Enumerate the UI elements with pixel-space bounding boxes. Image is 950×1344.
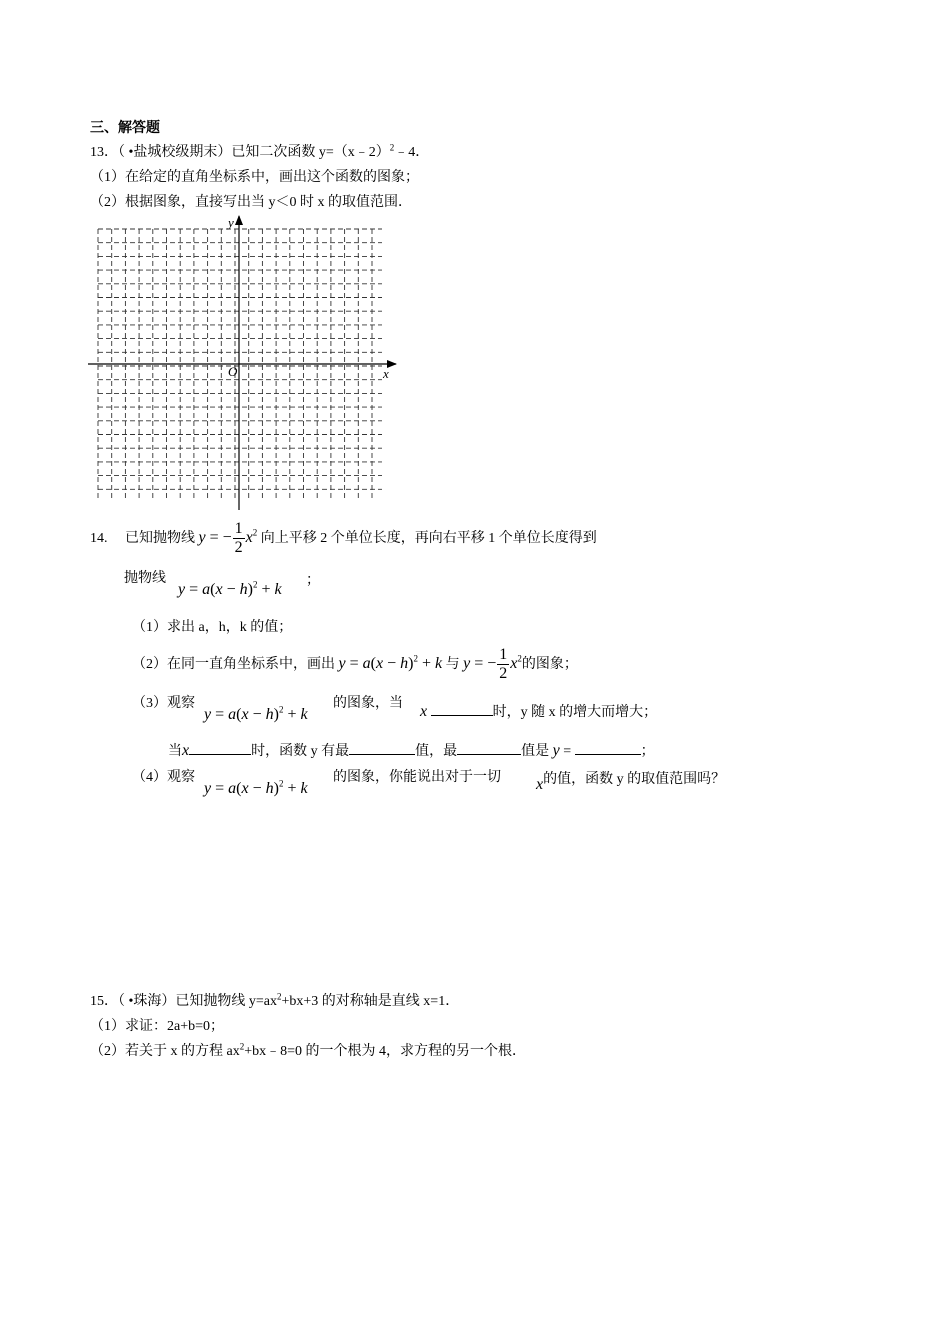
y-axis-label: y: [228, 215, 234, 230]
q14-p4-rest: [333, 771, 501, 785]
q14-frac-num: 1: [234, 519, 243, 537]
q14-p2-mid: 与: [445, 657, 460, 672]
q15-stem-text: 15．（ •珠海）已知抛物线 y=ax: [90, 994, 278, 1009]
q14-p2-frac-den: 2: [499, 664, 508, 682]
q14-p3-lead: （3）观察: [132, 696, 195, 711]
q14-p3b-a: 时，函数 y 有最: [251, 744, 350, 759]
q15-part1: （1）求证：2a+b=0；: [90, 1019, 225, 1034]
q14-after: 向上平移 2 个单位长度，再向右平移 1 个单位长度得到: [260, 531, 597, 546]
q14-stem: [90, 516, 597, 561]
q14-lead: 已知抛物线: [125, 531, 195, 546]
q13-stem: [90, 142, 430, 160]
origin-label: O: [228, 364, 238, 379]
q13-part2: （2）根据图象，直接写出当 y＜0 时 x 的取值范围．: [90, 195, 412, 210]
q14-p3-end: 时，y 随 x 的增大而增大；: [492, 705, 658, 720]
q14-p4-lead: （4）观察: [132, 770, 195, 785]
q14-p4-var: x的值，函数 y 的取值范围吗？: [536, 772, 726, 793]
q14-blank-1[interactable]: [431, 703, 493, 716]
q14-p3b-end: ；: [640, 744, 655, 759]
y-axis-arrow: [235, 215, 243, 225]
q14-blank-2[interactable]: [189, 742, 251, 755]
q14-p3-expr: $y = a(x - h)^2 + k$: [204, 704, 308, 723]
q14-p3b-b: 值，最: [415, 744, 458, 759]
q14-part4: [132, 771, 195, 785]
q14-p3-mid: 的图象，当: [333, 696, 403, 711]
coordinate-grid: [88, 214, 400, 514]
q15-p2-lead: （2）若关于 x 的方程 ax: [90, 1044, 240, 1059]
q14-p4-expr: $y = a(x - h)^2 + k$: [204, 778, 308, 797]
q14-p3-rest: [333, 697, 403, 711]
x-axis-label: x: [383, 366, 389, 381]
section-title: 三、解答题: [90, 121, 160, 136]
q15-p2-exponent: 2: [239, 1041, 245, 1052]
q14-semicolon: ；: [306, 573, 320, 588]
q14-part3b: 当x 时，函数 y 有最 值，最 值是 y = ；: [168, 742, 655, 759]
q13-part1: （1）在给定的直角坐标系中，画出这个函数的图象；: [90, 170, 419, 185]
q14-blank-5[interactable]: [575, 742, 641, 755]
q14-p4-mid: 的图象，你能说出对于一切: [333, 770, 501, 785]
q14-p2-lead: （2）在同一直角坐标系中，画出: [132, 657, 335, 672]
q14-p2-frac-num: 1: [499, 645, 508, 663]
q15-p2-end: +bx﹣8=0 的一个根为 4，求方程的另一个根．: [244, 1044, 527, 1059]
q14-blank-4[interactable]: [457, 742, 521, 755]
q14-number: 14.: [90, 531, 108, 546]
q13-stem-text: 13．（ •盐城校级期末）已知二次函数 y=（x﹣2）: [90, 145, 390, 160]
q15-part2: [90, 1041, 527, 1059]
q15-stem: [90, 991, 460, 1009]
q13-stem-end: ﹣4．: [394, 145, 430, 160]
q14-part2: [132, 644, 578, 685]
q15-stem-end: +bx+3 的对称轴是直线 x=1．: [281, 994, 460, 1009]
q14-p3b-c: 值是: [521, 744, 550, 759]
q14-line2-text: 抛物线: [124, 571, 166, 586]
q14-blank-3[interactable]: [349, 742, 415, 755]
q14-part3: [132, 697, 195, 711]
q14-p2-expr2: y = − $\frac{1}{2}$ $x^2$: [463, 645, 522, 682]
q15-exponent: 2: [277, 991, 282, 1002]
q14-frac-den: 2: [234, 538, 243, 556]
q14-target-expr: $y = a(x - h)^2 + k$: [178, 579, 282, 598]
q14-p3b-lead: 当: [168, 744, 182, 759]
q14-p3-var: x 时，y 随 x 的增大而增大；: [420, 703, 658, 720]
q13-exponent: 2: [389, 142, 395, 153]
q14-p2-end: 的图象；: [521, 657, 578, 672]
q14-parabola-expr: y = − $\frac{1}{2}$ $x^2$: [198, 519, 258, 556]
q14-p4-end: 的值，函数 y 的取值范围吗？: [543, 772, 726, 787]
q14-line2: [124, 572, 166, 586]
q14-part1: （1）求出 a，h，k 的值；: [132, 620, 293, 635]
q14-p2-expr1: $y = a(x - h)^2 + k$: [338, 653, 443, 672]
